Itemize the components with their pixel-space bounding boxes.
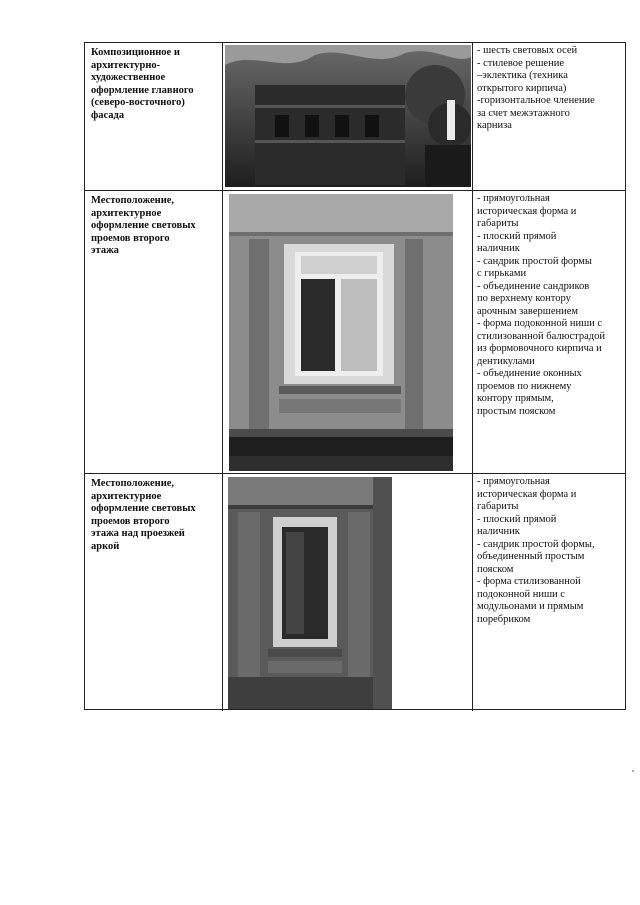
item-line: наличник [477, 243, 520, 254]
item-line: поребриком [477, 613, 531, 625]
item-line: контору прямым, [477, 393, 554, 404]
photo-cell [223, 191, 473, 473]
item-line: пояском [477, 563, 514, 575]
item-line: объединенный простым [477, 551, 585, 562]
label-line: проемов второго [91, 515, 170, 527]
item-line: - плоский прямой [477, 230, 557, 242]
item-line: - форма подоконной ниши с [477, 318, 603, 329]
item-line: карниза [477, 120, 512, 131]
row-label [85, 474, 223, 711]
row-label [85, 191, 223, 473]
item-line: - объединение оконных [477, 368, 582, 379]
label-line: оформление главного [91, 84, 194, 96]
row-items [473, 474, 625, 711]
label-line: архитектурное [91, 490, 162, 502]
label-line: проемов второго [91, 232, 170, 244]
item-line: историческая форма и [477, 205, 577, 217]
label-line: Композиционное и [91, 47, 180, 58]
scan-speck [632, 770, 634, 772]
label-line: оформление световых [91, 503, 196, 514]
item-line: - сандрик простой формы [477, 255, 592, 267]
item-line: подоконной ниши с [477, 588, 565, 600]
row-items [473, 43, 625, 190]
label-line: аркой [91, 540, 120, 552]
second-floor-window-photo [229, 194, 453, 471]
label-line: художественное [91, 72, 166, 83]
row-label [85, 43, 223, 190]
item-line: по верхнему контору [477, 293, 571, 304]
photo-cell [223, 43, 473, 190]
item-line: - стилевое решение [477, 57, 564, 69]
row-items [473, 191, 625, 473]
photo-cell [223, 474, 473, 711]
item-line: открытого кирпича) [477, 82, 567, 94]
facade-photo [225, 45, 471, 187]
table-row [85, 474, 625, 711]
item-line: наличник [477, 526, 520, 537]
item-line: - сандрик простой формы, [477, 538, 595, 550]
item-line: арочным завершением [477, 305, 579, 317]
label-line: фасада [91, 109, 125, 121]
item-line: дентикулами [477, 355, 535, 367]
item-line: историческая форма и [477, 488, 577, 500]
item-line: - плоский прямой [477, 513, 557, 525]
arch-window-photo [228, 477, 392, 709]
item-line: простым пояском [477, 405, 556, 417]
item-line: - шесть световых осей [477, 45, 578, 56]
label-line: архитектурное [91, 207, 162, 219]
item-line: - форма стилизованной [477, 576, 581, 587]
label-line: этажа [91, 245, 119, 256]
label-line: Местоположение, [91, 478, 175, 489]
item-line: проемов по нижнему [477, 380, 572, 392]
item-line: модульонами и прямым [477, 601, 584, 612]
item-line: габариты [477, 218, 519, 229]
label-line: архитектурно- [91, 59, 161, 71]
item-line: - прямоугольная [477, 476, 550, 487]
item-line: -горизонтальное членение [477, 95, 595, 106]
item-line: - объединение сандриков [477, 280, 590, 292]
label-line: этажа над проезжей [91, 528, 185, 539]
item-line: - прямоугольная [477, 193, 550, 204]
item-line: за счет межэтажного [477, 107, 570, 119]
label-line: Местоположение, [91, 195, 175, 206]
item-line: с гирьками [477, 268, 527, 279]
description-table [84, 42, 626, 710]
table-row [85, 43, 625, 191]
label-line: (северо-восточного) [91, 97, 185, 108]
table-row [85, 191, 625, 474]
item-line: стилизованной балюстрадой [477, 330, 605, 342]
label-line: оформление световых [91, 220, 196, 231]
item-line: –эклектика (техника [477, 70, 568, 81]
item-line: габариты [477, 501, 519, 512]
item-line: из формовочного кирпича и [477, 343, 602, 354]
